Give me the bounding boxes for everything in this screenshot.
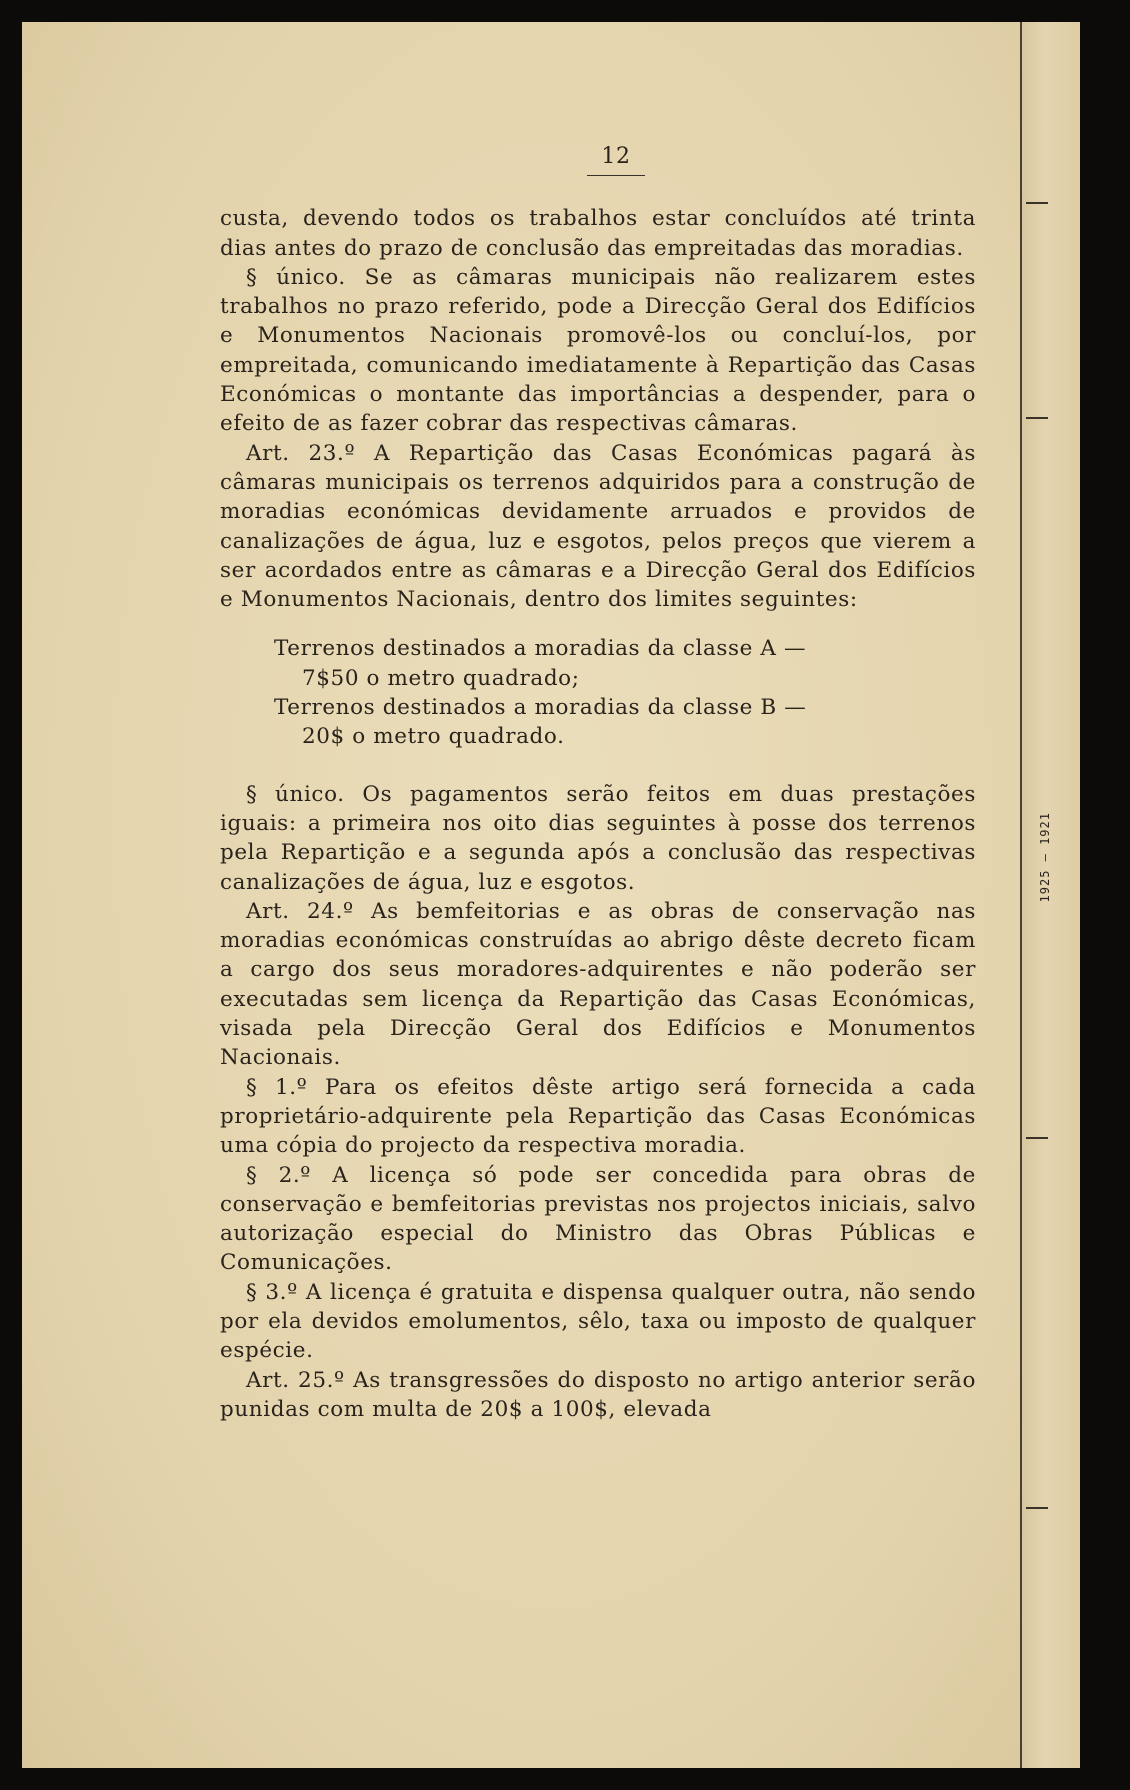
paragraph: Art. 24.º As bemfeitorias e as obras de conservação nas moradias económicas construídas ao abrigo dêste decreto ficam a cargo dos seus moradores-adquirentes e não poderão ser executadas sem licença da Repartição das Casas Económicas, visada pela Direcção Geral dos Edifícios e Monumentos Nacionais. xyxy=(220,898,976,1071)
paragraph: Art. 23.º A Repartição das Casas Económicas pagará às câmaras municipais os terrenos adquiridos para a construção de moradias económicas devidamente arruados e providos de canalizações de água, luz e esgotos, pelos preços que vierem a ser acordados entre as câmaras e a Direcção Geral dos Edifícios e Monumentos Nacionais, dentro dos limites seguintes: xyxy=(220,440,976,613)
paragraph: § 3.º A licença é gratuita e dispensa qualquer outra, não sendo por ela devidos emolumentos, sêlo, taxa ou imposto de qualquer espécie. xyxy=(220,1279,976,1364)
paragraph: § 2.º A licença só pode ser concedida para obras de conservação e bemfeitorias previstas nos projectos iniciais, salvo autorização especial do Ministro das Obras Públicas e Comunicações. xyxy=(220,1162,976,1276)
list-item: Terrenos destinados a moradias da classe A — xyxy=(274,636,807,662)
list-item: Terrenos destinados a moradias da classe B — xyxy=(274,695,807,721)
paragraph: custa, devendo todos os trabalhos estar concluídos até trinta dias antes do prazo de conclusão das empreitadas das moradias. xyxy=(220,206,976,261)
paragraph: § único. Se as câmaras municipais não realizarem estes trabalhos no prazo referido, pode a Direcção Geral dos Edifícios e Monumentos Nacionais promovê-los ou concluí-los, por empreitada, comunicando imediatamente à Repartição das Casas Económicas o montante das importâncias a despender, para o efeito de as fazer cobrar das respectivas câmaras. xyxy=(220,264,976,437)
binding-gutter xyxy=(1020,22,1080,1768)
list-item-continuation: 7$50 o metro quadrado; xyxy=(302,665,580,691)
document-page xyxy=(22,22,1080,1768)
paragraph: § 1.º Para os efeitos dêste artigo será fornecida a cada proprietário-adquirente pela Repartição das Casas Económicas uma cópia do projecto da respectiva moradia. xyxy=(220,1074,976,1159)
gutter-stamp: 1925 — 1921 xyxy=(1038,812,1052,903)
text-column xyxy=(220,142,976,1424)
paragraph: § único. Os pagamentos serão feitos em duas prestações iguais: a primeira nos oito dias seguintes à posse dos terrenos pela Repartição e a segunda após a conclusão das respectivas canalizações de água, luz e esgotos. xyxy=(220,781,976,895)
paragraph: Art. 25.º As transgressões do disposto no artigo anterior serão punidas com multa de 20$ a 100$, elevada xyxy=(220,1367,976,1422)
terrain-price-list xyxy=(274,634,976,751)
list-item-continuation: 20$ o metro quadrado. xyxy=(302,724,565,750)
page-number: 12 xyxy=(238,142,994,176)
